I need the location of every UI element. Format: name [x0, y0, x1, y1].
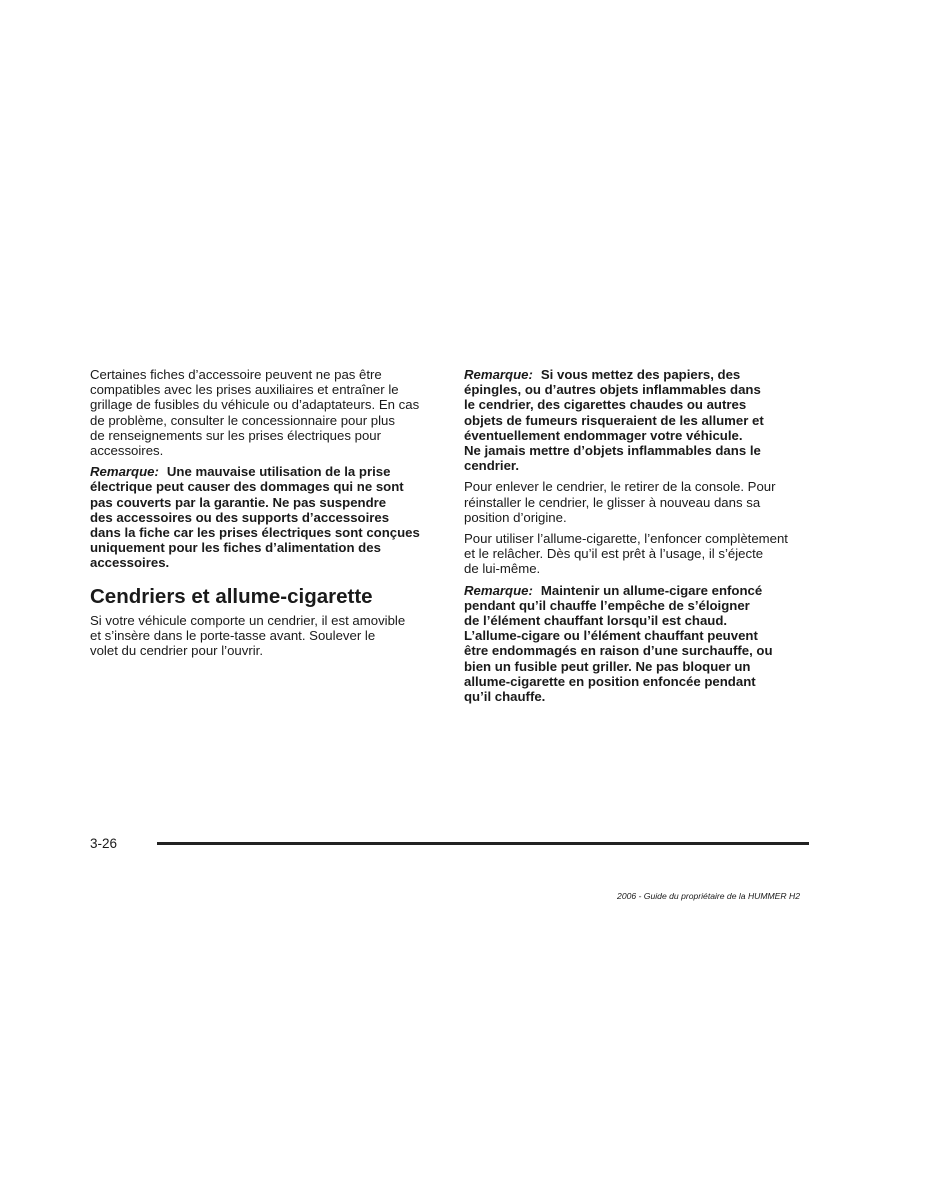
left-column	[90, 367, 440, 664]
note-text: Une mauvaise utilisation de la prise électrique peut causer des dommages qui ne sont pas couverts par la garantie. Ne pas suspendre des accessoires ou des supports d’accessoires dans la fiche car les prises électriques sont conçues uniquement pour les fiches d’alimentation des accessoires.	[90, 464, 420, 571]
note-label: Remarque:	[464, 367, 533, 382]
page-number: 3-26	[90, 836, 118, 851]
note-text: Maintenir un allume-cigare enfoncé pendant qu’il chauffe l’empêche de s’éloigner de l’élément chauffant lorsqu’il est chaud. L’allume-cigare ou l’élément chauffant peuvent être endommagés en raison d’une surchauffe, ou bien un fusible peut griller. Ne pas bloquer un allume-cigarette en position enfoncée pendant qu’il chauffe.	[464, 582, 773, 705]
note-text: Si vous mettez des papiers, des épingles, ou d’autres objets inflammables dans le cendrier, des cigarettes chaudes ou autres objets de fumeurs risqueraient de les allumer et éventuellement endommager votre véhicule. Ne jamais mettre d’objets inflammables dans le cendrier.	[464, 367, 764, 474]
note-flammables	[464, 367, 809, 473]
footer-rule	[157, 842, 809, 845]
section-heading: Cendriers et allume-cigarette	[90, 584, 373, 608]
note-lighter-heating	[464, 583, 809, 705]
right-column	[464, 367, 809, 710]
note-power-outlet	[90, 464, 440, 570]
paragraph-accessory-plugs: Certaines fiches d’accessoire peuvent ne pas être compatibles avec les prises auxiliaires et entraîner le grillage de fusibles du véhicule ou d’adaptateurs. En cas de problème, consulter le concessionnaire pour plus de renseignements sur les prises électriques pour accessoires.	[90, 367, 420, 459]
note-label: Remarque:	[464, 582, 533, 598]
paragraph-remove-ashtray: Pour enlever le cendrier, le retirer de la console. Pour réinstaller le cendrier, le glisser à nouveau dans sa position d’origine.	[464, 479, 776, 525]
paragraph-ashtray-intro: Si votre véhicule comporte un cendrier, il est amovible et s’insère dans le porte-tasse avant. Soulever le volet du cendrier pour l’ouvrir.	[90, 612, 406, 659]
paragraph-use-lighter: Pour utiliser l’allume-cigarette, l’enfoncer complètement et le relâcher. Dès qu’il est prêt à l’usage, il s’éjecte de lui-même.	[464, 531, 788, 577]
footer-text: 2006 - Guide du propriétaire de la HUMMER H2	[617, 891, 800, 901]
note-label: Remarque:	[90, 464, 159, 480]
